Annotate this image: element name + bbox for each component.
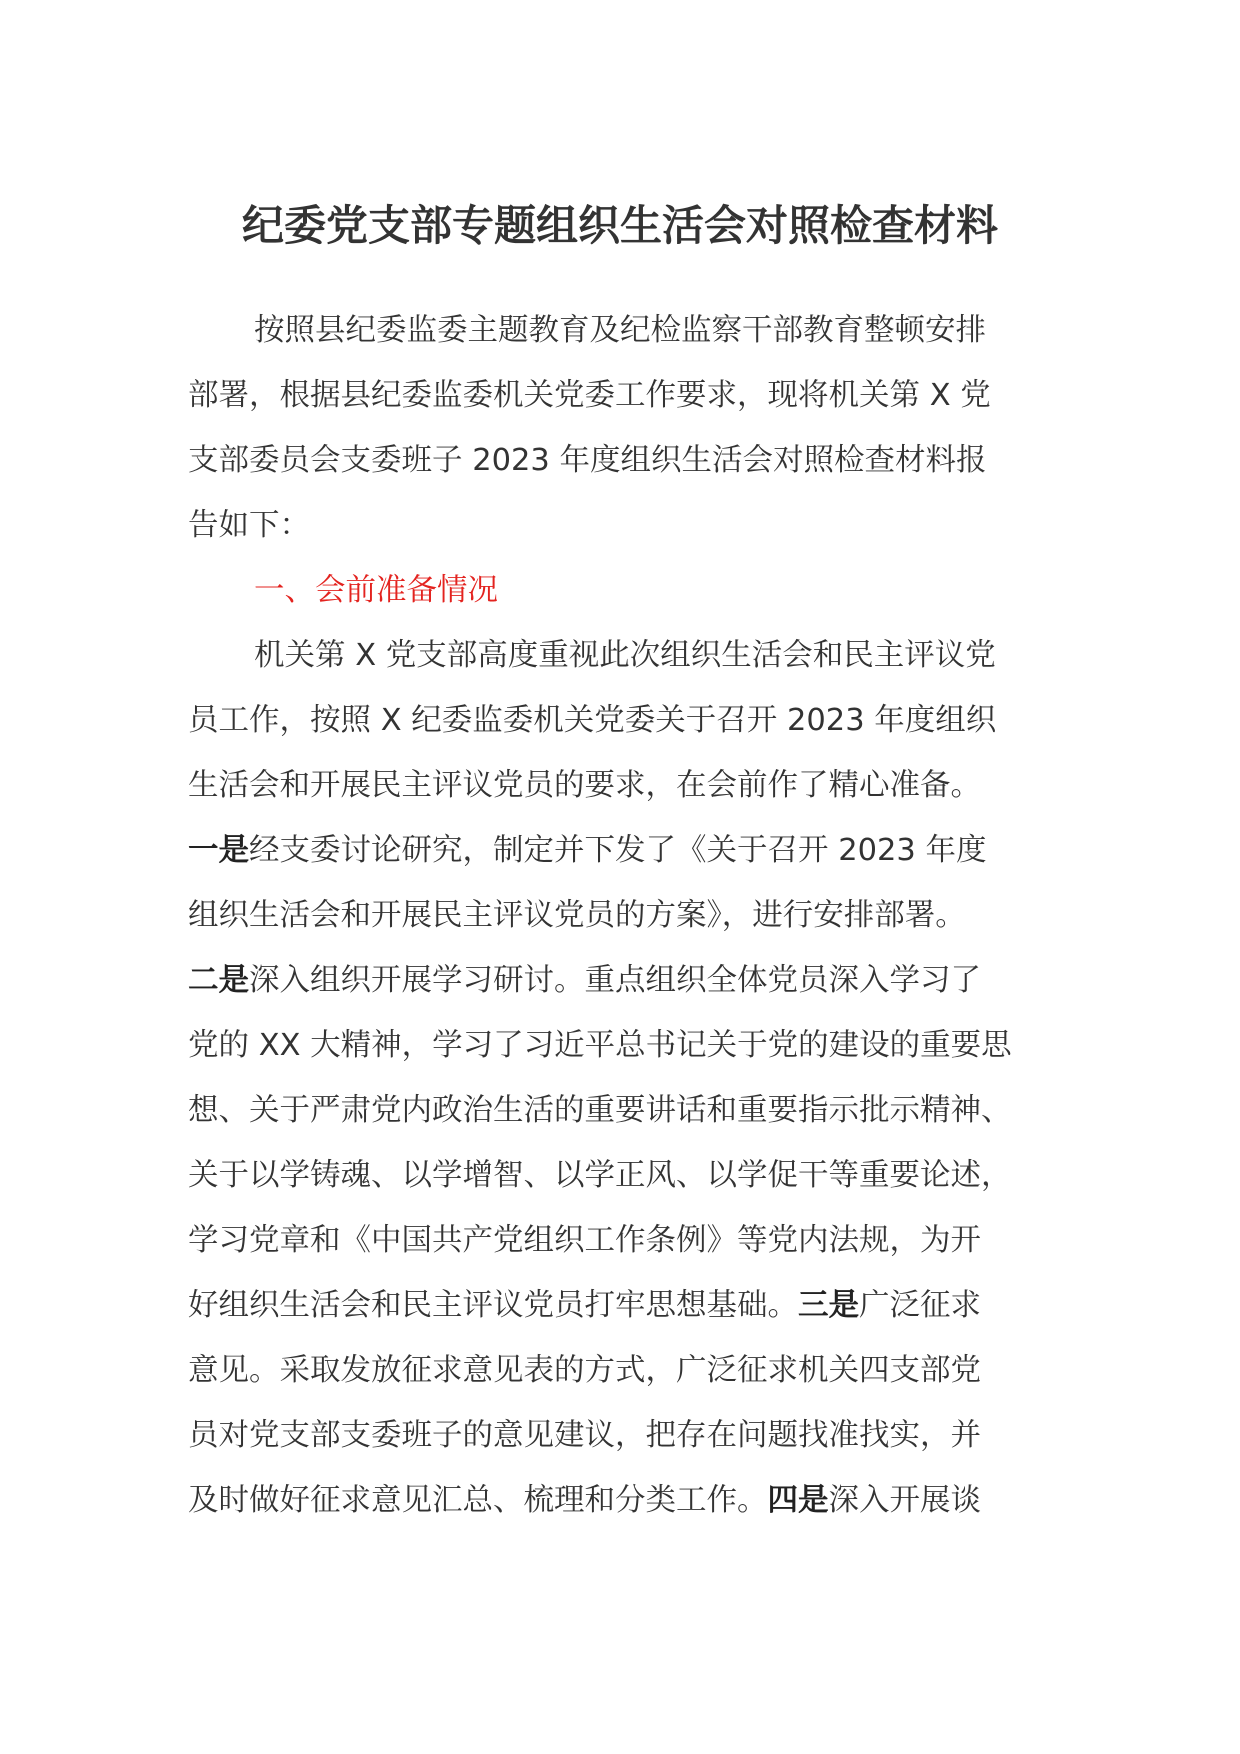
text-segment: 意见。采取发放征求意见表的方式，广泛征求机关四支部党 xyxy=(188,1353,981,1388)
text-segment: 深入开展谈 xyxy=(828,1483,981,1518)
text-line xyxy=(188,1013,1068,1078)
text-segment: 机关第 X 党支部高度重视此次组织生活会和民主评议党 xyxy=(254,638,996,673)
text-segment: 一、会前准备情况 xyxy=(254,573,498,608)
text-line xyxy=(188,1078,1068,1143)
text-line xyxy=(188,1403,1068,1468)
text-segment: 按照县纪委监委主题教育及纪检监察干部教育整顿安排 xyxy=(254,313,986,348)
text-line xyxy=(188,428,1068,493)
document-body xyxy=(188,298,1068,1533)
text-segment: 及时做好征求意见汇总、梳理和分类工作。 xyxy=(188,1483,768,1518)
text-line xyxy=(188,1208,1068,1273)
text-line xyxy=(188,1143,1068,1208)
text-line xyxy=(188,1273,1068,1338)
document-title: 纪委党支部专题组织生活会对照检查材料 xyxy=(241,201,998,250)
text-line xyxy=(188,1338,1068,1403)
section-heading xyxy=(188,558,1068,623)
text-segment: 深入组织开展学习研讨。重点组织全体党员深入学习了 xyxy=(249,963,981,998)
text-line xyxy=(188,948,1068,1013)
emphasis-label: 一是 xyxy=(188,833,249,868)
text-segment: 好组织生活会和民主评议党员打牢思想基础。 xyxy=(188,1288,798,1323)
text-line xyxy=(188,493,1068,558)
text-line xyxy=(188,1468,1068,1533)
text-segment: 生活会和开展民主评议党员的要求，在会前作了精心准备。 xyxy=(188,768,981,803)
text-line xyxy=(188,818,1068,883)
text-segment: 支部委员会支委班子 2023 年度组织生活会对照检查材料报 xyxy=(188,443,987,478)
text-segment: 经支委讨论研究，制定并下发了《关于召开 2023 年度 xyxy=(249,833,987,868)
text-segment: 员工作，按照 X 纪委监委机关党委关于召开 2023 年度组织 xyxy=(188,703,997,738)
text-segment: 告如下： xyxy=(188,508,310,543)
text-line xyxy=(188,753,1068,818)
text-line xyxy=(188,298,1068,363)
text-segment: 广泛征求 xyxy=(859,1288,981,1323)
text-segment: 学习党章和《中国共产党组织工作条例》等党内法规，为开 xyxy=(188,1223,981,1258)
text-segment: 员对党支部支委班子的意见建议，把存在问题找准找实，并 xyxy=(188,1418,981,1453)
text-segment: 关于以学铸魂、以学增智、以学正风、以学促干等重要论述， xyxy=(188,1158,1012,1193)
text-line xyxy=(188,688,1068,753)
text-segment: 组织生活会和开展民主评议党员的方案》，进行安排部署。 xyxy=(188,898,966,933)
text-segment: 部署，根据县纪委监委机关党委工作要求，现将机关第 X 党 xyxy=(188,378,991,413)
text-segment: 党的 XX 大精神，学习了习近平总书记关于党的建设的重要思 xyxy=(188,1028,1012,1063)
emphasis-label: 四是 xyxy=(767,1483,829,1518)
text-line xyxy=(188,363,1068,428)
text-line xyxy=(188,623,1068,688)
emphasis-label: 三是 xyxy=(798,1288,859,1323)
emphasis-label: 二是 xyxy=(188,963,249,998)
text-segment: 想、关于严肃党内政治生活的重要讲话和重要指示批示精神、 xyxy=(188,1093,1012,1128)
text-line xyxy=(188,883,1068,948)
